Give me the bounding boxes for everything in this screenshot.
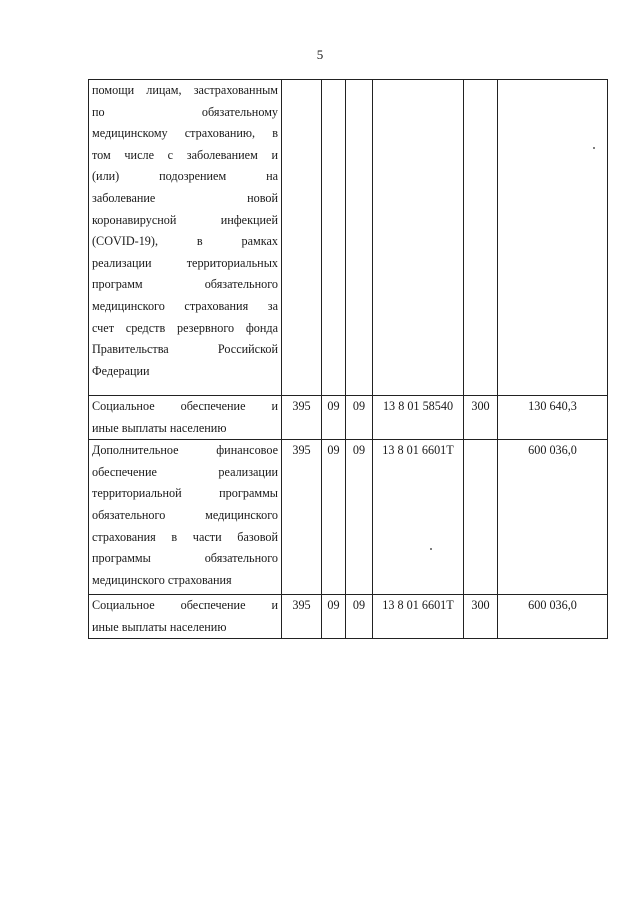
- target-article-cell: 13 8 01 6601Т: [373, 440, 464, 595]
- item-name-line: иные выплаты населению: [92, 420, 227, 435]
- item-name-line: иные выплаты населению: [92, 619, 227, 634]
- item-name-cell: [89, 595, 282, 639]
- amount-cell: [498, 80, 608, 396]
- item-name-line: обеспечение реализации: [92, 464, 278, 479]
- item-name-line: Правительства Российской: [92, 342, 278, 357]
- item-name-cell: [89, 440, 282, 595]
- item-name-line: медицинского страхования: [92, 572, 232, 587]
- expense-type-cell: [464, 80, 498, 396]
- item-name-line: том числе с заболеванием и: [92, 147, 278, 162]
- item-name-line: помощи лицам, застрахованным: [92, 83, 278, 97]
- scan-speck: [430, 548, 432, 550]
- section-cell: 09: [322, 595, 346, 639]
- amount-cell: 130 640,3: [498, 396, 608, 440]
- grbs-cell: 395: [282, 440, 322, 595]
- amount-cell: 600 036,0: [498, 595, 608, 639]
- item-name-line: страхования в части базовой: [92, 529, 278, 544]
- target-article-cell: 13 8 01 58540: [373, 396, 464, 440]
- target-article-cell: 13 8 01 6601Т: [373, 595, 464, 639]
- target-article-cell: [373, 80, 464, 396]
- table-row: [89, 80, 608, 396]
- item-name-line: территориальной программы: [92, 486, 278, 501]
- grbs-cell: [282, 80, 322, 396]
- item-name-line: коронавирусной инфекцией: [92, 212, 278, 227]
- page-number: 5: [316, 47, 324, 62]
- item-name-cell: [89, 396, 282, 440]
- section-cell: 09: [322, 440, 346, 595]
- table-row: [89, 396, 608, 440]
- subsection-cell: 09: [346, 396, 373, 440]
- amount-cell: 600 036,0: [498, 440, 608, 595]
- scan-speck: [593, 147, 595, 149]
- item-name-cell: [89, 80, 282, 396]
- budget-table-body: [89, 80, 608, 639]
- item-name-line: (или) подозрением на: [92, 169, 278, 184]
- item-name-line: программы обязательного: [92, 551, 278, 566]
- item-name-line: Федерации: [92, 363, 150, 378]
- item-name-line: программ обязательного: [92, 277, 278, 292]
- table-row: [89, 595, 608, 639]
- item-name-line: Дополнительное финансовое: [92, 443, 278, 458]
- item-name-line: медицинского страхования за: [92, 298, 278, 313]
- item-name-line: счет средств резервного фонда: [92, 320, 278, 335]
- item-name-line: медицинскому страхованию, в: [92, 126, 278, 141]
- item-name-line: по обязательному: [92, 104, 278, 119]
- item-name-line: реализации территориальных: [92, 255, 278, 270]
- grbs-cell: 395: [282, 595, 322, 639]
- item-name-line: Социальное обеспечение и: [92, 598, 278, 613]
- subsection-cell: [346, 80, 373, 396]
- item-name-line: заболевание новой: [92, 190, 278, 205]
- section-cell: 09: [322, 396, 346, 440]
- item-name-line: обязательного медицинского: [92, 507, 278, 522]
- subsection-cell: 09: [346, 440, 373, 595]
- section-cell: [322, 80, 346, 396]
- grbs-cell: 395: [282, 396, 322, 440]
- expense-type-cell: 300: [464, 396, 498, 440]
- subsection-cell: 09: [346, 595, 373, 639]
- expense-type-cell: [464, 440, 498, 595]
- expense-type-cell: 300: [464, 595, 498, 639]
- item-name-line: (COVID-19), в рамках: [92, 234, 278, 249]
- budget-table: [88, 79, 608, 639]
- item-name-line: Социальное обеспечение и: [92, 399, 278, 413]
- table-row: [89, 440, 608, 595]
